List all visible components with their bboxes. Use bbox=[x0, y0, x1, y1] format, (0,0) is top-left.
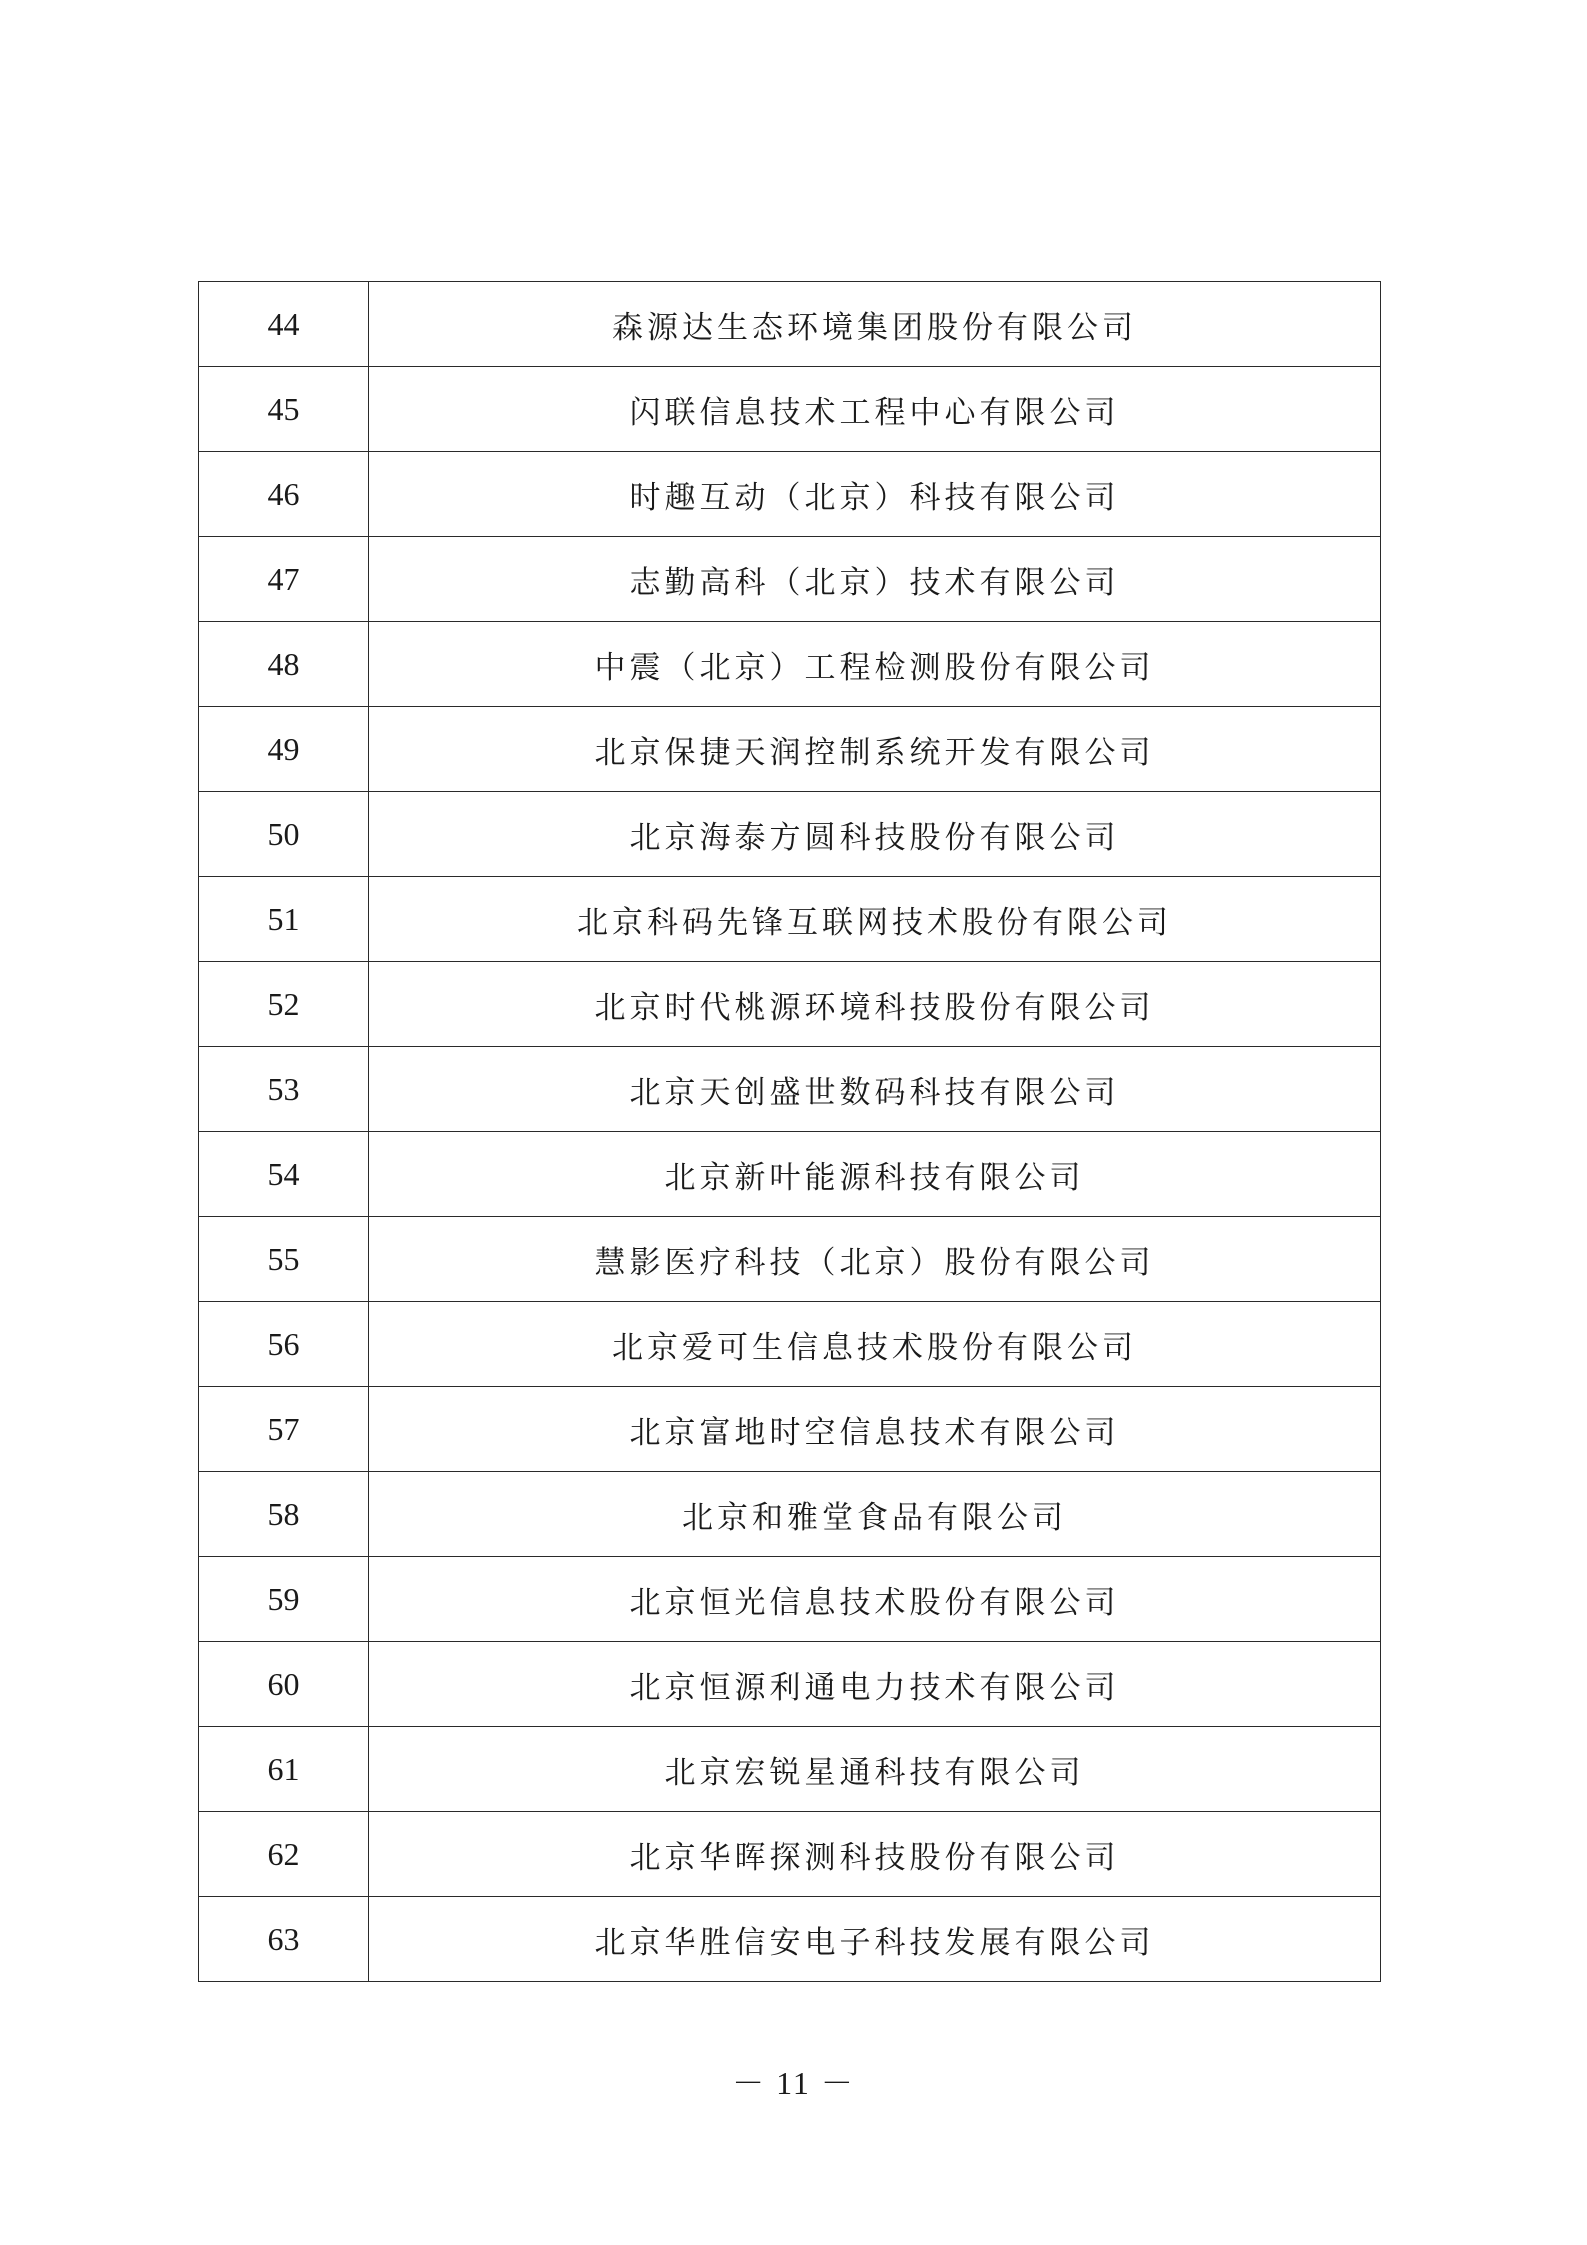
row-number: 46 bbox=[199, 452, 369, 537]
row-number: 47 bbox=[199, 537, 369, 622]
table-row bbox=[199, 1812, 1381, 1897]
company-name: 北京华胜信安电子科技发展有限公司 bbox=[369, 1897, 1381, 1982]
table-row bbox=[199, 452, 1381, 537]
row-number: 59 bbox=[199, 1557, 369, 1642]
company-name: 北京科码先锋互联网技术股份有限公司 bbox=[369, 877, 1381, 962]
company-name: 时趣互动（北京）科技有限公司 bbox=[369, 452, 1381, 537]
table-row bbox=[199, 367, 1381, 452]
table-body bbox=[199, 282, 1381, 1982]
table-row bbox=[199, 1642, 1381, 1727]
company-name: 北京华晖探测科技股份有限公司 bbox=[369, 1812, 1381, 1897]
company-name: 北京保捷天润控制系统开发有限公司 bbox=[369, 707, 1381, 792]
company-name: 北京新叶能源科技有限公司 bbox=[369, 1132, 1381, 1217]
company-name: 北京和雅堂食品有限公司 bbox=[369, 1472, 1381, 1557]
table-row bbox=[199, 1132, 1381, 1217]
row-number: 55 bbox=[199, 1217, 369, 1302]
row-number: 53 bbox=[199, 1047, 369, 1132]
company-name: 北京富地时空信息技术有限公司 bbox=[369, 1387, 1381, 1472]
company-name: 北京宏锐星通科技有限公司 bbox=[369, 1727, 1381, 1812]
company-name: 北京恒源利通电力技术有限公司 bbox=[369, 1642, 1381, 1727]
row-number: 48 bbox=[199, 622, 369, 707]
table-row bbox=[199, 1217, 1381, 1302]
table-row bbox=[199, 537, 1381, 622]
row-number: 44 bbox=[199, 282, 369, 367]
row-number: 51 bbox=[199, 877, 369, 962]
company-name: 森源达生态环境集团股份有限公司 bbox=[369, 282, 1381, 367]
company-name: 北京爱可生信息技术股份有限公司 bbox=[369, 1302, 1381, 1387]
company-name: 慧影医疗科技（北京）股份有限公司 bbox=[369, 1217, 1381, 1302]
row-number: 58 bbox=[199, 1472, 369, 1557]
company-name: 北京天创盛世数码科技有限公司 bbox=[369, 1047, 1381, 1132]
row-number: 62 bbox=[199, 1812, 369, 1897]
table-row bbox=[199, 792, 1381, 877]
row-number: 61 bbox=[199, 1727, 369, 1812]
table-row bbox=[199, 1897, 1381, 1982]
company-name: 北京恒光信息技术股份有限公司 bbox=[369, 1557, 1381, 1642]
company-name: 北京时代桃源环境科技股份有限公司 bbox=[369, 962, 1381, 1047]
table-row bbox=[199, 707, 1381, 792]
table-row bbox=[199, 877, 1381, 962]
table-row bbox=[199, 622, 1381, 707]
row-number: 49 bbox=[199, 707, 369, 792]
row-number: 57 bbox=[199, 1387, 369, 1472]
table-row bbox=[199, 282, 1381, 367]
company-name: 闪联信息技术工程中心有限公司 bbox=[369, 367, 1381, 452]
table-row bbox=[199, 1387, 1381, 1472]
row-number: 56 bbox=[199, 1302, 369, 1387]
row-number: 52 bbox=[199, 962, 369, 1047]
company-name: 北京海泰方圆科技股份有限公司 bbox=[369, 792, 1381, 877]
page-number: － 11 － bbox=[732, 2065, 855, 2101]
company-list-table bbox=[198, 281, 1381, 1982]
company-name: 志勤高科（北京）技术有限公司 bbox=[369, 537, 1381, 622]
table-row bbox=[199, 962, 1381, 1047]
table-row bbox=[199, 1302, 1381, 1387]
table-row bbox=[199, 1727, 1381, 1812]
table-row bbox=[199, 1557, 1381, 1642]
table-row bbox=[199, 1047, 1381, 1132]
row-number: 63 bbox=[199, 1897, 369, 1982]
row-number: 54 bbox=[199, 1132, 369, 1217]
row-number: 60 bbox=[199, 1642, 369, 1727]
company-name: 中震（北京）工程检测股份有限公司 bbox=[369, 622, 1381, 707]
row-number: 45 bbox=[199, 367, 369, 452]
table-row bbox=[199, 1472, 1381, 1557]
row-number: 50 bbox=[199, 792, 369, 877]
